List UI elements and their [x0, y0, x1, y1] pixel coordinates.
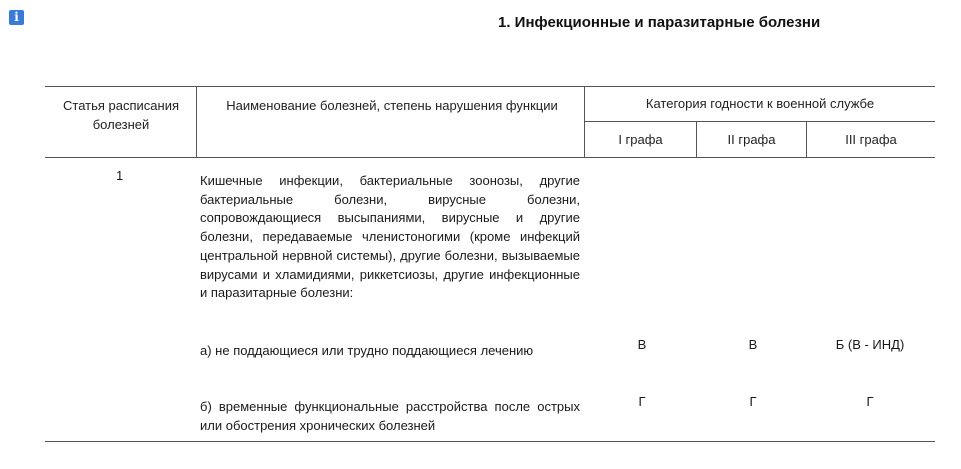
- table-bottom-border: [45, 441, 935, 442]
- table-top-border: [45, 86, 935, 87]
- subitem-b-category-2: Г: [749, 394, 757, 409]
- header-divider-1: [196, 86, 197, 157]
- header-column-3: III графа: [845, 132, 897, 147]
- subitem-a-category-3: Б (В - ИНД): [835, 337, 905, 352]
- category-subheader-line: [584, 121, 935, 122]
- info-icon[interactable]: i: [9, 10, 24, 25]
- header-disease-name: Наименование болезней, степень нарушения функции: [226, 98, 558, 113]
- article-number: 1: [116, 168, 124, 183]
- header-category: Категория годности к военной службе: [645, 96, 875, 111]
- header-column-2: II графа: [727, 132, 776, 147]
- subitem-a-category-1: В: [637, 337, 647, 352]
- header-article: Статья расписания болезней: [63, 98, 179, 132]
- subitem-a-category-2: В: [748, 337, 758, 352]
- subitem-b-text: б) временные функциональные расстройства после острых или обострения хронических болезней: [200, 399, 580, 433]
- disease-description: Кишечные инфекции, бактериальные зоонозы, другие бактериальные болезни, вирусные болезни, сопровождающиеся высыпаниями, вирусные и другие болезни, передаваемые членистоногими (кроме инфекций центральной нервной системы), другие болезни, вызываемые вирусами и хламидиями, риккетсиозы, другие инфекционные и паразитарные болезни:: [200, 173, 580, 301]
- header-column-1: I графа: [618, 132, 663, 147]
- subitem-b-category-3: Г: [866, 394, 874, 409]
- subitem-a-text: а) не поддающиеся или трудно поддающиеся лечению: [200, 343, 534, 358]
- document-title: 1. Инфекционные и паразитарные болезни: [498, 14, 821, 31]
- subitem-b-category-1: Г: [638, 394, 646, 409]
- header-bottom-border: [45, 157, 935, 158]
